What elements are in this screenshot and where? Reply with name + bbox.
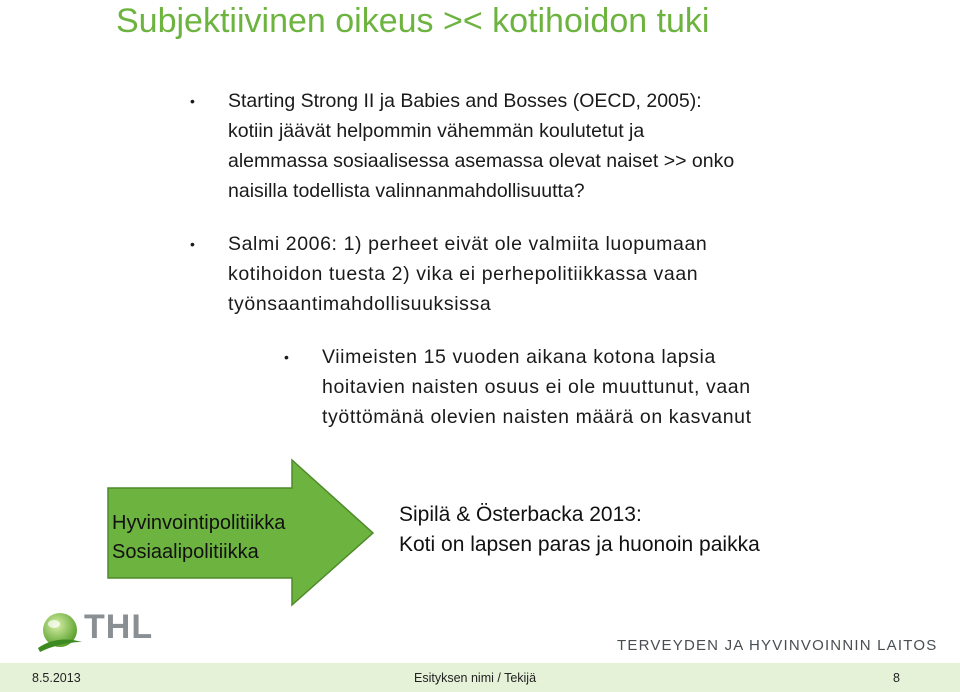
bullet-salmi bbox=[190, 229, 868, 319]
footer-bar bbox=[0, 663, 960, 692]
bullet-line: Starting Strong II ja Babies and Bosses (OECD, 2005): bbox=[228, 90, 702, 112]
quote-citation: Sipilä & Österbacka 2013: bbox=[399, 503, 642, 526]
bullet-line: naisilla todellista valinnanmahdollisuutta? bbox=[228, 180, 585, 202]
bullet-line: alemmassa sosiaalisessa asemassa olevat naiset >> onko bbox=[228, 150, 735, 172]
bullet-dot: • bbox=[190, 93, 195, 109]
bullet-dot: • bbox=[284, 349, 290, 365]
bullet-line: Salmi 2006: 1) perheet eivät ole valmiita luopumaan bbox=[228, 233, 708, 255]
thl-logo-icon bbox=[34, 608, 84, 654]
footer-date: 8.5.2013 bbox=[32, 671, 81, 685]
bullet-line: työttömänä olevien naisten määrä on kasvanut bbox=[322, 406, 752, 428]
logo-text: THL bbox=[84, 608, 154, 646]
sub-bullet-viimeisten bbox=[284, 342, 882, 432]
footer-presenter: Esityksen nimi / Tekijä bbox=[414, 671, 537, 685]
arrow-label bbox=[112, 509, 285, 567]
slide-title: Subjektiivinen oikeus >< kotihoidon tuki bbox=[116, 2, 710, 40]
bullet-line: kotiin jäävät helpommin vähemmän koulutetut ja bbox=[228, 120, 645, 142]
bullet-oecd bbox=[190, 86, 868, 206]
arrow-label-line: Sosiaalipolitiikka bbox=[112, 541, 259, 563]
quote-box bbox=[399, 500, 760, 560]
quote-text: Koti on lapsen paras ja huonoin paikka bbox=[399, 533, 760, 556]
organization-name: TERVEYDEN JA HYVINVOINNIN LAITOS bbox=[617, 637, 938, 654]
bullet-dot: • bbox=[190, 236, 196, 252]
bullet-line: Viimeisten 15 vuoden aikana kotona lapsia bbox=[322, 346, 716, 368]
bullet-line: kotihoidon tuesta 2) vika ei perhepolitiikkassa vaan bbox=[228, 263, 699, 285]
bullet-line: hoitavien naisten osuus ei ole muuttunut, vaan bbox=[322, 376, 751, 398]
bullet-line: työnsaantimahdollisuuksissa bbox=[228, 293, 492, 315]
footer-page-number: 8 bbox=[893, 671, 900, 685]
arrow-label-line: Hyvinvointipolitiikka bbox=[112, 512, 286, 534]
